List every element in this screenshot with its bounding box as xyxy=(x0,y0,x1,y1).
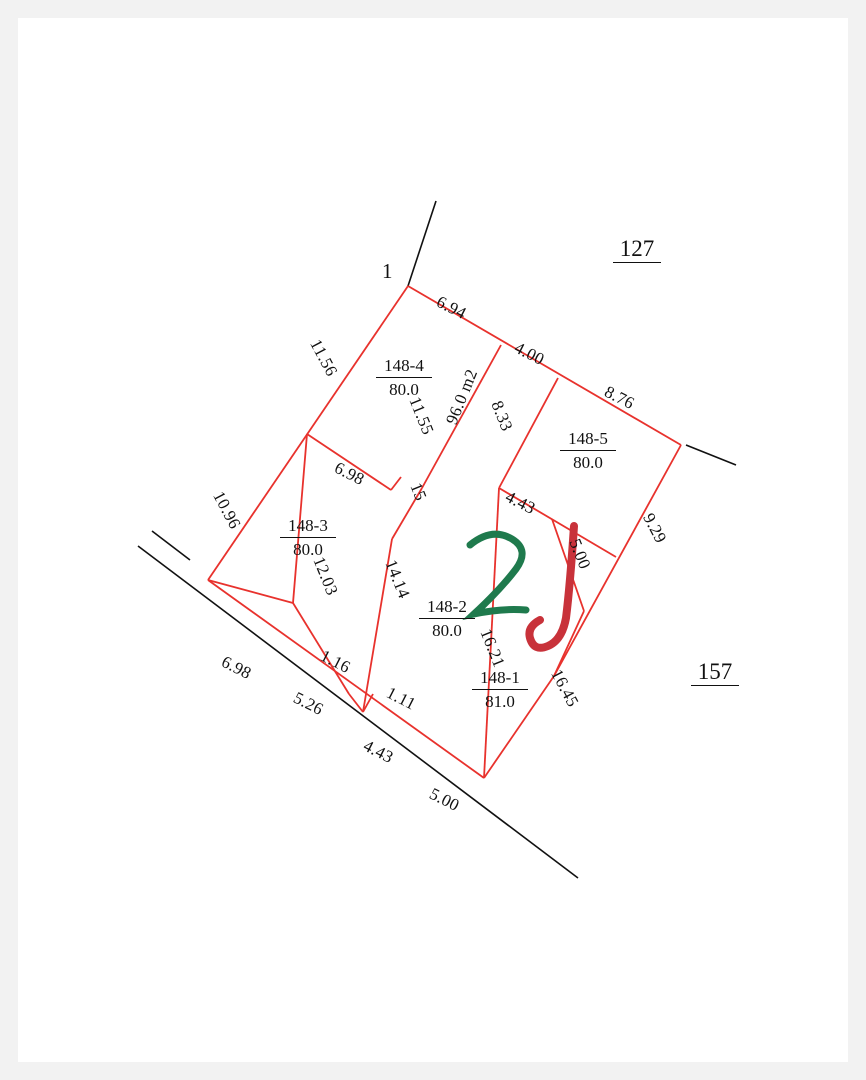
dim-1-11-text: 1.11 xyxy=(383,683,420,714)
internal-line-g xyxy=(349,694,363,712)
parcel-148-4-rule xyxy=(376,377,432,378)
block-127-underline xyxy=(613,262,661,263)
internal-line-i xyxy=(293,603,349,694)
block-127 xyxy=(613,236,661,263)
parcel-148-5-area: 80.0 xyxy=(573,453,603,472)
dim-11-55-text: 11.55 xyxy=(405,394,438,438)
dim-1-16-text: 1.16 xyxy=(317,646,354,677)
corner-point-1-label: 1 xyxy=(382,259,393,283)
internal-line-h xyxy=(208,580,293,603)
parcel-148-1-rule xyxy=(472,689,528,690)
parcel-148-1 xyxy=(460,668,540,712)
parcel-148-3-id: 148-3 xyxy=(288,516,328,535)
dim-4-43-upper-text: 4.43 xyxy=(502,487,539,518)
dim-15-text: 15 xyxy=(406,480,431,504)
dim-5-00-right-text: 5.00 xyxy=(565,536,595,572)
parcel-148-5 xyxy=(548,429,628,473)
parcel-148-3 xyxy=(268,516,348,560)
internal-line-148-4-jog xyxy=(391,477,401,490)
parcel-148-2-rule xyxy=(419,618,475,619)
dim-6-98-lower-text: 6.98 xyxy=(218,652,255,683)
parcel-148-2-area: 80.0 xyxy=(432,621,462,640)
parcel-148-2-id: 148-2 xyxy=(427,597,467,616)
parcel-148-4 xyxy=(364,356,444,400)
drawing-sheet xyxy=(18,18,848,1062)
dim-16-45-text: 16.45 xyxy=(547,666,583,711)
dim-14-14-text: 14.14 xyxy=(381,557,414,601)
center-area-label-text: 96.0 m2 xyxy=(442,366,482,428)
parcel-148-5-rule xyxy=(560,450,616,451)
road-line-lower-tick xyxy=(152,531,190,560)
parcel-148-3-area: 80.0 xyxy=(293,540,323,559)
dim-6-94-text: 6.94 xyxy=(433,292,470,323)
dim-11-56-text: 11.56 xyxy=(306,336,342,380)
dim-6-98-upper-text: 6.98 xyxy=(331,458,368,489)
dim-8-33-text: 8.33 xyxy=(487,398,517,434)
road-line-lower-outer xyxy=(138,546,578,878)
parcel-148-3-rule xyxy=(280,537,336,538)
parcel-148-1-area: 81.0 xyxy=(485,692,515,711)
corner-point-1 xyxy=(382,259,393,284)
parcel-148-4-area: 80.0 xyxy=(389,380,419,399)
parcel-148-1-id: 148-1 xyxy=(480,668,520,687)
dim-10-96-text: 10.96 xyxy=(209,488,245,533)
dim-16-21-text: 16.21 xyxy=(476,626,509,670)
dim-5-26-text: 5.26 xyxy=(290,688,327,719)
block-157 xyxy=(691,659,739,686)
road-line-right xyxy=(686,445,736,465)
dim-4-00-text: 4.00 xyxy=(511,338,548,369)
block-157-underline xyxy=(691,685,739,686)
dim-8-76-text: 8.76 xyxy=(601,382,638,413)
dim-9-29-text: 9.29 xyxy=(639,510,671,547)
road-line-top xyxy=(408,201,436,286)
parcel-148-5-id: 148-5 xyxy=(568,429,608,448)
block-127-label: 127 xyxy=(619,236,655,261)
block-157-label: 157 xyxy=(697,659,733,684)
dim-5-00-bottom-text: 5.00 xyxy=(426,784,463,815)
cadastral-plan-svg xyxy=(18,18,848,1062)
parcel-148-4-id: 148-4 xyxy=(384,356,424,375)
dim-12-03-text: 12.03 xyxy=(309,554,342,598)
dim-4-43-lower-text: 4.43 xyxy=(360,736,397,767)
